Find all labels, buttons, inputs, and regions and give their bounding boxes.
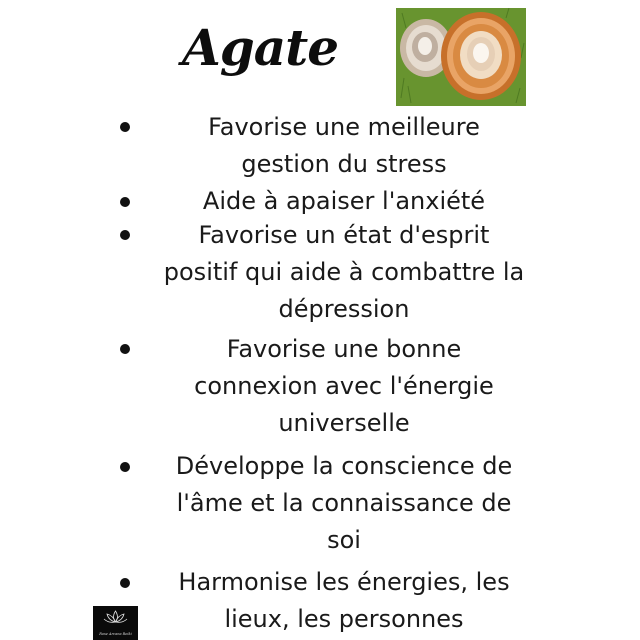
bullet-icon <box>120 462 130 472</box>
list-item-text: Favorise une bonne connexion avec l'énergie universelle <box>194 335 494 437</box>
brand-logo <box>93 606 138 640</box>
list-item <box>0 221 640 342</box>
agate-stones-photo <box>396 8 526 106</box>
bullet-icon <box>120 578 130 588</box>
list-item <box>0 452 640 571</box>
bullet-icon <box>120 197 130 207</box>
list-item <box>0 335 640 457</box>
list-item-text: Favorise une meilleure gestion du stress <box>208 113 480 178</box>
list-item-text: Développe la conscience de l'âme et la connaissance de soi <box>175 452 513 554</box>
benefits-list <box>0 112 640 631</box>
list-item <box>0 112 640 190</box>
bullet-icon <box>120 122 130 132</box>
bullet-icon <box>120 344 130 354</box>
list-item-text: Aide à apaiser l'anxiété <box>202 187 486 215</box>
logo-text: Rose Arcana Reiki <box>99 632 132 636</box>
lotus-icon <box>93 606 138 630</box>
bullet-icon <box>120 230 130 240</box>
page-title: Agate <box>182 18 339 77</box>
list-item-text: Favorise un état d'esprit positif qui aide à combattre la dépression <box>163 221 525 323</box>
list-item-text: Harmonise les énergies, les lieux, les personnes <box>178 568 510 633</box>
